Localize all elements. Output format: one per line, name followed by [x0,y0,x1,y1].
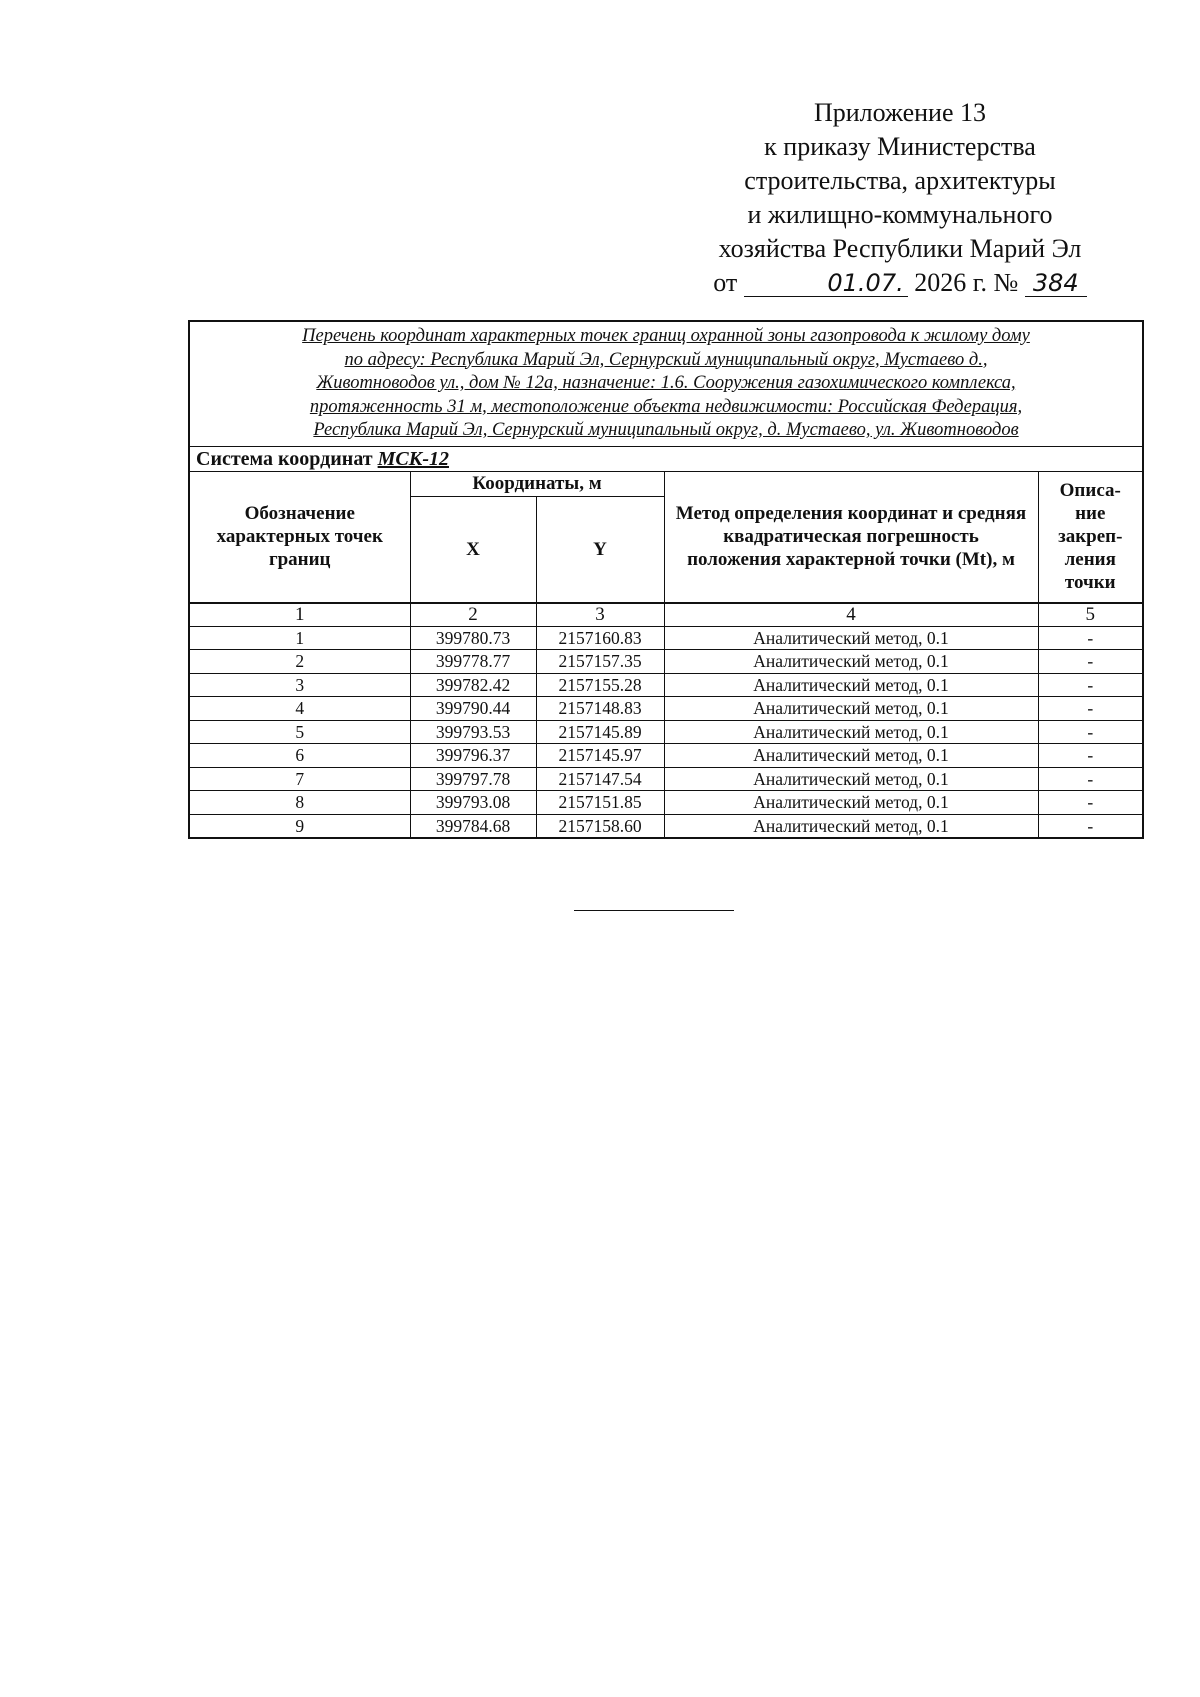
header-description: Описа-ние закреп-ления точки [1038,472,1142,603]
table-row [190,673,1142,697]
cell-description: - [1038,744,1142,768]
cell-point: 5 [190,720,410,744]
cell-x: 399784.68 [410,814,536,837]
cell-y: 2157157.35 [536,650,664,674]
cell-x: 399780.73 [410,626,536,650]
cell-y: 2157158.60 [536,814,664,837]
coordinates-table-block [188,320,1144,839]
cell-point: 2 [190,650,410,674]
caption-line: Перечень координат характерных точек границ охранной зоны газопровода к жилому дому [302,326,1030,346]
cell-point: 1 [190,626,410,650]
table-row [190,791,1142,815]
header-point: Обозначение характерных точек границ [190,472,410,603]
cell-description: - [1038,673,1142,697]
cell-y: 2157147.54 [536,767,664,791]
header-line: к приказу Министерства [764,132,1036,161]
header-line: и жилищно-коммунального [747,200,1053,229]
cell-y: 2157145.89 [536,720,664,744]
column-numbers-row [190,603,1142,627]
cell-y: 2157160.83 [536,626,664,650]
order-year: 2026 г. № [914,268,1019,297]
cell-method: Аналитический метод, 0.1 [664,744,1038,768]
table-row [190,744,1142,768]
header-line: хозяйства Республики Марий Эл [718,234,1082,263]
cell-point: 6 [190,744,410,768]
cell-description: - [1038,767,1142,791]
cell-y: 2157151.85 [536,791,664,815]
cell-x: 399797.78 [410,767,536,791]
cell-description: - [1038,814,1142,837]
column-number: 3 [536,603,664,627]
cell-point: 3 [190,673,410,697]
closing-separator-line [574,910,734,911]
cell-description: - [1038,791,1142,815]
header-coordinates: Координаты, м [410,472,664,497]
cell-method: Аналитический метод, 0.1 [664,673,1038,697]
cell-point: 4 [190,697,410,721]
column-number: 4 [664,603,1038,627]
coordinates-table [190,472,1142,838]
header-line: Приложение 13 [813,98,987,127]
cell-description: - [1038,720,1142,744]
cell-point: 8 [190,791,410,815]
appendix-header [690,96,1110,300]
caption-line: протяженность 31 м, местоположение объекта недвижимости: Российская Федерация, [309,396,1023,417]
cell-method: Аналитический метод, 0.1 [664,814,1038,837]
coordinate-system [190,447,1142,472]
order-number: 384 [1025,270,1087,297]
cell-description: - [1038,626,1142,650]
cell-method: Аналитический метод, 0.1 [664,791,1038,815]
coordinate-system-value: МСК-12 [377,447,449,470]
cell-x: 399778.77 [410,650,536,674]
caption-line: по адресу: Республика Марий Эл, Сернурский муниципальный округ, Мустаево д., [344,349,988,370]
cell-description: - [1038,697,1142,721]
caption-line: Республика Марий Эл, Сернурский муниципальный округ, д. Мустаево, ул. Животноводов [313,420,1019,440]
cell-x: 399793.08 [410,791,536,815]
cell-description: - [1038,650,1142,674]
order-prefix: от [713,268,738,297]
column-number: 5 [1038,603,1142,627]
table-row [190,767,1142,791]
table-row [190,650,1142,674]
cell-point: 7 [190,767,410,791]
cell-x: 399796.37 [410,744,536,768]
column-number: 1 [190,603,410,627]
header-line: строительства, архитектуры [744,166,1056,195]
column-number: 2 [410,603,536,627]
cell-y: 2157148.83 [536,697,664,721]
header-x: X [410,496,536,603]
table-row [190,626,1142,650]
cell-x: 399790.44 [410,697,536,721]
header-y: Y [536,496,664,603]
table-row [190,697,1142,721]
table-row [190,814,1142,837]
cell-method: Аналитический метод, 0.1 [664,720,1038,744]
cell-method: Аналитический метод, 0.1 [664,650,1038,674]
order-reference [690,266,1110,300]
header-method: Метод определения координат и средняя квадратическая погрешность положения характерной точки (Mt), м [664,472,1038,603]
order-date: 01.07. [744,270,908,297]
cell-method: Аналитический метод, 0.1 [664,697,1038,721]
cell-method: Аналитический метод, 0.1 [664,767,1038,791]
cell-method: Аналитический метод, 0.1 [664,626,1038,650]
cell-y: 2157155.28 [536,673,664,697]
cell-x: 399793.53 [410,720,536,744]
caption-line: Животноводов ул., дом № 12а, назначение: 1.6. Сооружения газохимического комплекса, [316,373,1016,393]
cell-point: 9 [190,814,410,837]
table-caption [190,322,1142,447]
cell-y: 2157145.97 [536,744,664,768]
table-row [190,720,1142,744]
coordinate-system-label: Система координат [196,447,373,470]
cell-x: 399782.42 [410,673,536,697]
